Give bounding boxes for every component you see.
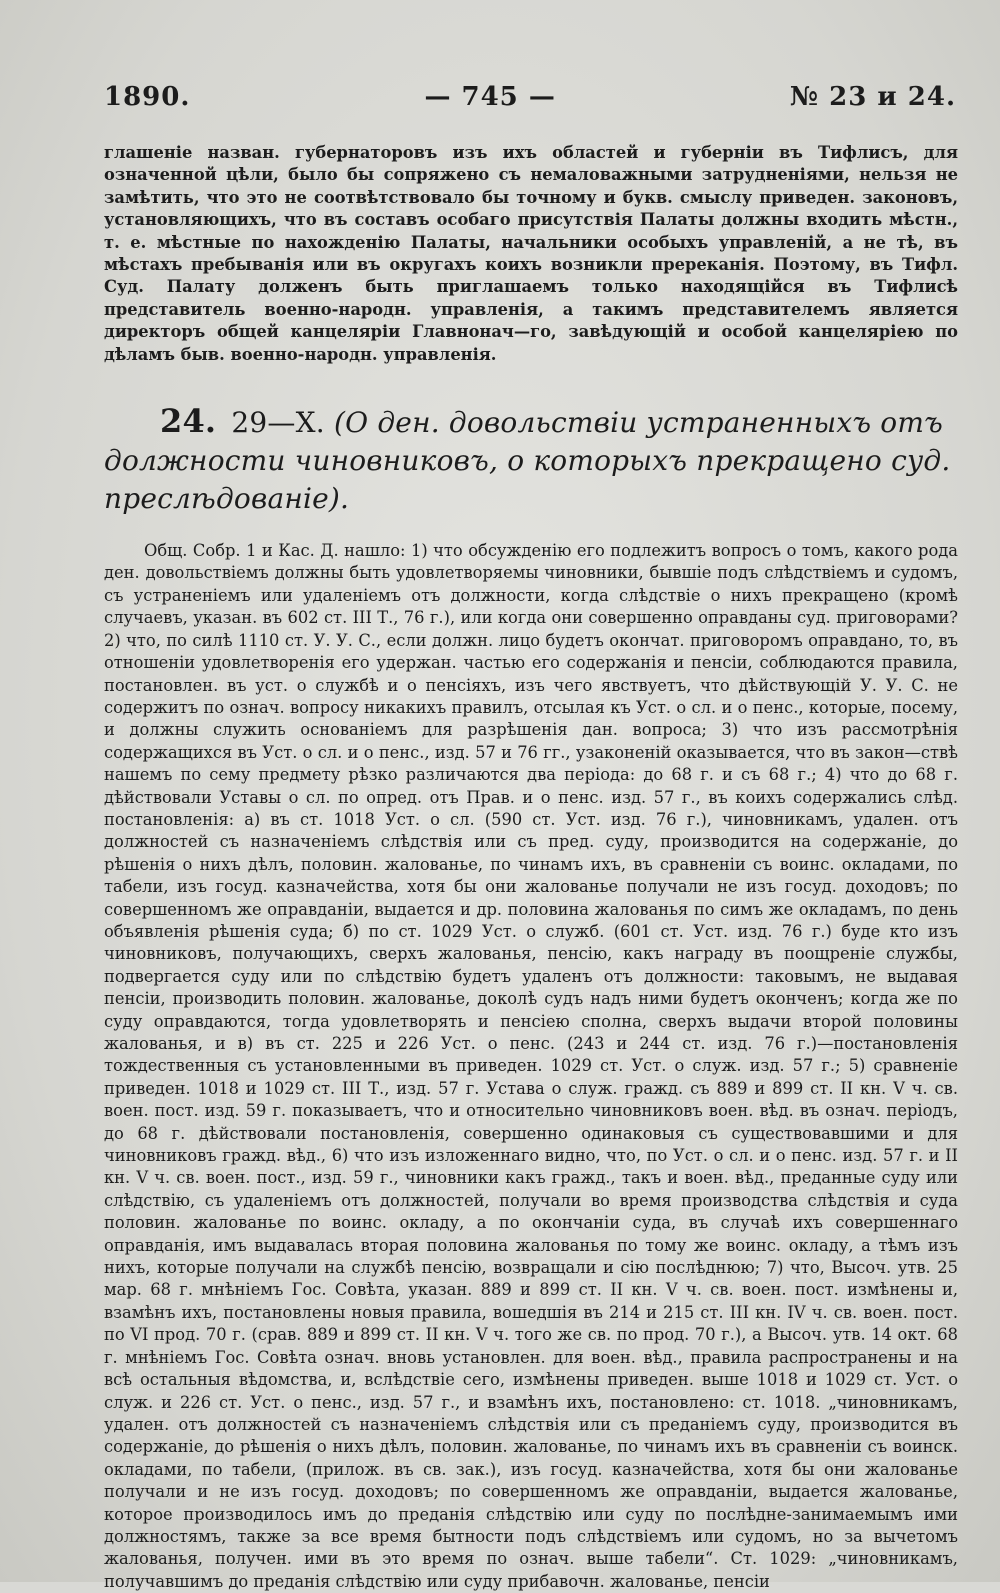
page-header	[104, 82, 958, 112]
main-paragraph	[104, 540, 958, 1593]
header-issue-number: № 23 и 24.	[789, 82, 956, 112]
header-year: 1890.	[104, 82, 191, 112]
header-page-number: — 745 —	[424, 82, 556, 112]
section-number: 24.	[160, 402, 217, 441]
section-title: (О ден. довольствіи устраненныхъ отъ должности чиновниковъ, о которыхъ прекращено суд. преслѣдованіе).	[104, 406, 951, 516]
intro-text: глашеніе назван. губернаторовъ изъ ихъ областей и губерніи въ Тифлисъ, для означенной цѣли, было бы сопряжено съ немаловажными затрудненіями, нельзя не замѣтить, что это не соотвѣтствовало бы точному и букв. смыслу приведен. законовъ, установляющихъ, что въ составъ особаго присутствія Палаты должны входить мѣстн., т. е. мѣстные по нахожденію Палаты, начальники особыхъ управленій, а не тѣ, въ мѣстахъ пребыванія или въ округахъ коихъ возникли пререканія. Поэтому, въ Тифл. Суд. Палату долженъ быть приглашаемъ только находящійся въ Тифлисѣ представитель военно-народн. управленія, а такимъ представителемъ является директоръ общей канцеляріи Главнонач—го, завѣдующій и особой канцеляріею по дѣламъ быв. военно-народн. управленія.	[104, 143, 958, 364]
section-heading	[104, 402, 958, 518]
section-date: 29—Х.	[231, 406, 325, 440]
intro-paragraph	[104, 142, 958, 366]
main-text: Общ. Собр. 1 и Кас. Д. нашло: 1) что обсужденію его подлежитъ вопросъ о томъ, какого рода ден. довольствіемъ должны быть удовлетворяемы чиновники, бывшіе подъ слѣдствіемъ и судомъ, съ устраненіемъ или удаленіемъ отъ должности, когда слѣдствіе о нихъ прекращено (кромѣ случаевъ, указан. въ 602 ст. III Т., 76 г.), или когда они совершенно оправданы суд. приговорами? 2) что, по силѣ 1110 ст. У. У. С., если должн. лицо будетъ окончат. приговоромъ оправдано, то, въ отношеніи удовлетворенія его удержан. частью его содержанія и пенсіи, соблюдаются правила, постановлен. въ уст. о службѣ и о пенсіяхъ, изъ чего явствуетъ, что дѣйствующій У. У. С. не содержитъ по означ. вопросу никакихъ правилъ, отсылая къ Уст. о сл. и о пенс., которые, посему, и должны служить основаніемъ для разрѣшенія дан. вопроса; 3) что изъ рассмотрѣнія содержащихся въ Уст. о сл. и о пенс., изд. 57 и 76 гг., узаконеній оказывается, что въ закон—ствѣ нашемъ по сему предмету рѣзко различаются два періода: до 68 г. и съ 68 г.; 4) что до 68 г. дѣйствовали Уставы о сл. по опред. отъ Прав. и о пенс. изд. 57 г., въ коихъ содержались слѣд. постановленія: а) въ ст. 1018 Уст. о сл. (590 ст. Уст. изд. 76 г.), чиновникамъ, удален. отъ должностей съ назначеніемъ слѣдствія или съ пред. суду, производится на содержаніе, до рѣшенія о нихъ дѣлъ, половин. жалованье, по чинамъ ихъ, въ сравненіи съ воинс. окладами, по табели, изъ госуд. казначейства, хотя бы они жалованье получали не изъ госуд. доходовъ; по совершенномъ же оправданіи, выдается и др. половина жалованья по симъ же окладамъ, по день объявленія рѣшенія суда; б) по ст. 1029 Уст. о служб. (601 ст. Уст. изд. 76 г.) буде кто изъ чиновниковъ, получающихъ, сверхъ жалованья, пенсію, какъ награду въ поощреніе службы, подвергается суду или по слѣдствію будетъ удаленъ отъ должности: таковымъ, не выдавая пенсіи, производить половин. жалованье, доколѣ судъ надъ ними будетъ оконченъ; когда же по суду оправдаются, тогда удовлетворять и пенсіею сполна, сверхъ выдачи второй половины жалованья, и в) въ ст. 225 и 226 Уст. о пенс. (243 и 244 ст. изд. 76 г.)—постановленія тождественныя съ установленными въ приведен. 1029 ст. Уст. о служ. изд. 57 г.; 5) сравненіе приведен. 1018 и 1029 ст. III Т., изд. 57 г. Устава о служ. гражд. съ 889 и 899 ст. II кн. V ч. св. воен. пост. изд. 59 г. показываетъ, что и относительно чиновниковъ воен. вѣд. въ означ. періодъ, до 68 г. дѣйствовали постановленія, совершенно одинаковыя съ существовавшими и для чиновниковъ гражд. вѣд., 6) что изъ изложеннаго видно, что, по Уст. о сл. и о пенс. изд. 57 г. и II кн. V ч. св. воен. пост., изд. 59 г., чиновники какъ гражд., такъ и воен. вѣд., преданные суду или слѣдствію, съ удаленіемъ отъ должностей, получали во время производства слѣдствія и суда половин. жалованье по воинс. окладу, а по окончаніи суда, въ случаѣ ихъ совершеннаго оправданія, имъ выдавалась вторая половина жалованья по тому же воинс. окладу, а тѣмъ изъ нихъ, которые получали на службѣ пенсію, возвращали и сію послѣднюю; 7) что, Высоч. утв. 25 мар. 68 г. мнѣніемъ Гос. Совѣта, указан. 889 и 899 ст. II кн. V ч. св. воен. пост. измѣнены и, взамѣнъ ихъ, постановлены новыя правила, вошедшія въ 214 и 215 ст. III кн. IV ч. св. воен. пост. по VI прод. 70 г. (срав. 889 и 899 ст. II кн. V ч. того же св. по прод. 70 г.), а Высоч. утв. 14 окт. 68 г. мнѣніемъ Гос. Совѣта означ. вновь установлен. для воен. вѣд., правила распространены и на всѣ остальныя вѣдомства, и, вслѣдствіе сего, измѣнены приведен. выше 1018 и 1029 ст. Уст. о служ. и 226 ст. Уст. о пенс., изд. 57 г., и взамѣнъ ихъ, постановлено: ст. 1018. „чиновникамъ, удален. отъ должностей съ назначеніемъ слѣдствія или съ преданіемъ суду, производится въ содержаніе, до рѣшенія о нихъ дѣлъ, половин. жалованье, по чинамъ ихъ въ сравненіи съ воинск. окладами, по табели, (прилож. въ св. зак.), изъ госуд. казначейства, хотя бы они жалованье получали и не изъ госуд. доходовъ; по совершенномъ же оправданіи, выдается жалованье, которое производилось имъ до преданія слѣдствію или суду по послѣдне-занимаемымъ ими должностямъ, также за все время бытности подъ слѣдствіемъ или судомъ, но за вычетомъ жалованья, получен. ими въ это время по означ. выше табели“. Ст. 1029: „чиновникамъ, получавшимъ до преданія слѣдствію или суду прибавочн. жалованье, пенсіи	[104, 541, 958, 1591]
